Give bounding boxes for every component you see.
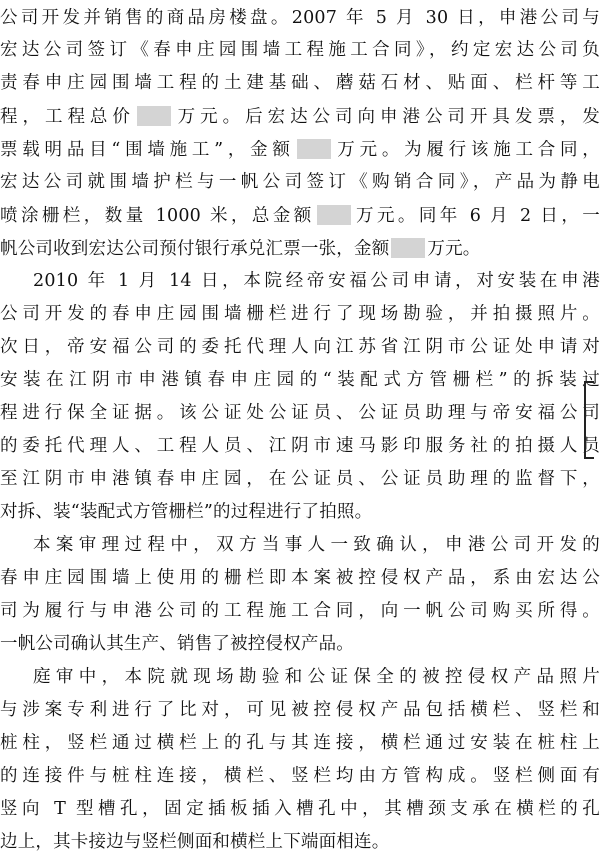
text-segment: 帆公司收到宏达公司预付银行承兑汇票一张，金额 (0, 239, 390, 259)
text-line: 至江阴市申港镇春申庄园，在公证员、公证员助理的监督下， (0, 469, 600, 489)
redaction-box (137, 106, 171, 126)
text-line: 程进行保全证据。该公证处公证员、公证员助理与帝安福公司 (0, 403, 600, 423)
text-line: 责春申庄园围墙工程的土建基础、蘑菇石材、贴面、栏杆等工 (0, 73, 600, 93)
redaction-box (391, 238, 425, 258)
text-line (0, 238, 481, 262)
text-line: 的连接件与桩柱连接，横栏、竖栏均由方管构成。竖栏侧面有 (0, 766, 600, 786)
text-segment: 票载明品目“围墙施工”，金额 (0, 140, 295, 160)
text-line: 对拆、装“装配式方管栅栏”的过程进行了拍照。 (0, 502, 373, 522)
text-segment: 程，工程总价 (0, 107, 135, 127)
text-line: 与涉案专利进行了比对，可见被控侵权产品包括横栏、竖栏和 (0, 700, 600, 720)
text-line: 桩柱，竖栏通过横栏上的孔与其连接，横栏通过安装在桩柱上 (0, 733, 600, 753)
text-line: 一帆公司确认其生产、销售了被控侵权产品。 (0, 634, 354, 654)
text-line: 2010 年 1 月 14 日，本院经帝安福公司申请，对安装在申港 (33, 271, 600, 291)
text-line: 春申庄园围墙上使用的栅栏即本案被控侵权产品，系由宏达公 (0, 568, 600, 588)
text-line: 司为履行与申港公司的工程施工合同，向一帆公司购买所得。 (0, 601, 600, 621)
text-line (0, 205, 600, 229)
redaction-box (297, 139, 331, 159)
text-line: 宏达公司就围墙护栏与一帆公司签订《购销合同》，产品为静电 (0, 172, 600, 192)
text-segment: 万元。同年 6 月 2 日，一 (352, 206, 600, 226)
text-segment: 万元。为履行该施工合同， (332, 140, 600, 160)
text-line (0, 106, 600, 130)
text-line (0, 139, 600, 163)
text-line: 边上，其卡接边与竖栏侧面和横栏上下端面相连。 (0, 832, 390, 852)
text-line: 本案审理过程中，双方当事人一致确认，申港公司开发的 (33, 535, 600, 555)
text-line: 公司开发并销售的商品房楼盘。2007 年 5 月 30 日，申港公司与 (0, 8, 600, 28)
text-line: 公司开发的春申庄园围墙栅栏进行了现场勘验，并拍摄照片。 (0, 304, 600, 324)
redaction-box (317, 205, 351, 225)
text-line: 次日，帝安福公司的委托代理人向江苏省江阴市公证处申请对 (0, 337, 600, 357)
text-segment: 万元。 (427, 239, 481, 259)
text-line: 竖向 T 型槽孔，固定插板插入槽孔中，其槽颈支承在横栏的孔 (0, 799, 600, 819)
text-segment: 万元。后宏达公司向申港公司开具发票，发 (172, 107, 600, 127)
text-line: 宏达公司签订《春申庄园围墙工程施工合同》，约定宏达公司负 (0, 40, 600, 60)
text-segment: 喷涂栅栏，数量 1000 米，总金额 (0, 206, 315, 226)
text-line: 的委托代理人、工程人员、江阴市速马影印服务社的拍摄人员 (0, 436, 600, 456)
text-line: 安装在江阴市申港镇春申庄园的“装配式方管栅栏”的拆装过 (0, 370, 600, 390)
margin-bracket-mark (584, 381, 594, 459)
text-line: 庭审中，本院就现场勘验和公证保全的被控侵权产品照片 (33, 667, 600, 687)
